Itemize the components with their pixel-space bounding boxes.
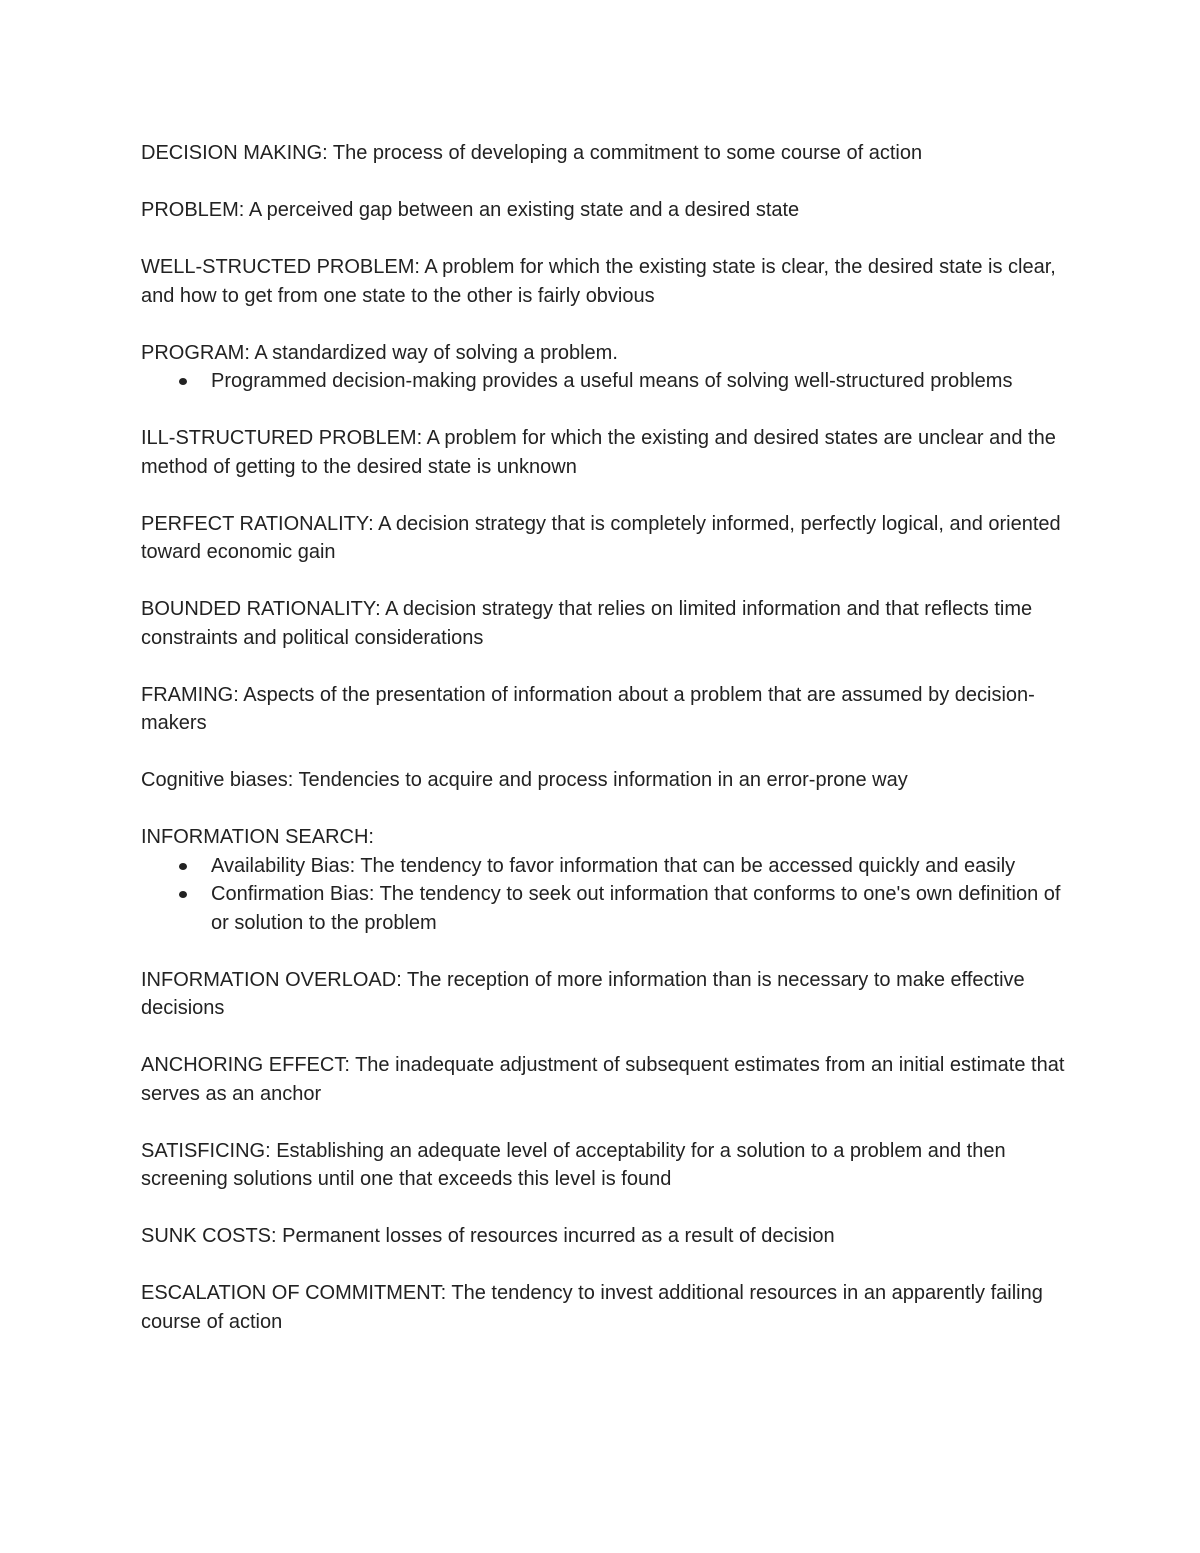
definition-text: INFORMATION OVERLOAD: The reception of more information than is necessary to make effective decisions bbox=[141, 968, 1025, 1019]
definition-text: INFORMATION SEARCH: bbox=[141, 826, 374, 848]
definition-text: SUNK COSTS: Permanent losses of resources incurred as a result of decision bbox=[141, 1225, 835, 1247]
definition-text: BOUNDED RATIONALITY: A decision strategy that relies on limited information and that reflects time constraints and political considerations bbox=[141, 598, 1033, 649]
definition-text: ANCHORING EFFECT: The inadequate adjustment of subsequent estimates from an initial estimate that serves as an anchor bbox=[141, 1054, 1065, 1105]
bullet-item bbox=[141, 880, 1071, 937]
definition-entry bbox=[141, 681, 1071, 738]
bullet-dot-icon bbox=[179, 891, 187, 898]
definition-entry bbox=[141, 196, 1071, 225]
definition-entry bbox=[141, 595, 1071, 652]
definition-entry bbox=[141, 1051, 1071, 1108]
definition-entry bbox=[141, 1222, 1071, 1251]
definition-entry bbox=[141, 766, 1071, 795]
bullet-list bbox=[141, 367, 1071, 396]
bullet-text: Programmed decision-making provides a useful means of solving well-structured problems bbox=[211, 370, 1013, 392]
definition-entry bbox=[141, 424, 1071, 481]
definition-entry bbox=[141, 823, 1071, 937]
definition-text: DECISION MAKING: The process of developing a commitment to some course of action bbox=[141, 142, 923, 164]
bullet-text: Availability Bias: The tendency to favor information that can be accessed quickly and easily bbox=[211, 854, 1016, 877]
definition-text: PROGRAM: A standardized way of solving a problem. bbox=[141, 341, 618, 364]
definition-text: ILL-STRUCTURED PROBLEM: A problem for which the existing and desired states are unclear and the method of getting to the desired state is unknown bbox=[141, 427, 1056, 478]
definition-text: PROBLEM: A perceived gap between an existing state and a desired state bbox=[141, 199, 800, 221]
definition-text: WELL-STRUCTED PROBLEM: A problem for which the existing state is clear, the desired state is clear, and how to get from one state to the other is fairly obvious bbox=[141, 256, 1056, 307]
definition-entry bbox=[141, 1137, 1071, 1194]
bullet-list bbox=[141, 852, 1071, 938]
definition-entry bbox=[141, 339, 1071, 396]
bullet-dot-icon bbox=[179, 378, 187, 385]
definition-entry bbox=[141, 966, 1071, 1023]
bullet-item bbox=[141, 367, 1071, 396]
definition-text: ESCALATION OF COMMITMENT: The tendency to invest additional resources in an apparently failing course of action bbox=[141, 1282, 1043, 1333]
document-page bbox=[141, 139, 1071, 1365]
definition-text: SATISFICING: Establishing an adequate level of acceptability for a solution to a problem and then screening solutions until one that exceeds this level is found bbox=[141, 1139, 1006, 1190]
definition-text: PERFECT RATIONALITY: A decision strategy that is completely informed, perfectly logical, and oriented toward economic gain bbox=[141, 512, 1061, 563]
definition-text: FRAMING: Aspects of the presentation of information about a problem that are assumed by decision-makers bbox=[141, 683, 1035, 734]
definition-entry bbox=[141, 1279, 1071, 1336]
definition-text: Cognitive biases: Tendencies to acquire and process information in an error-prone way bbox=[141, 769, 908, 791]
bullet-item bbox=[141, 852, 1071, 881]
definition-entry bbox=[141, 253, 1071, 310]
bullet-dot-icon bbox=[179, 863, 187, 870]
definition-entry bbox=[141, 139, 1071, 168]
definition-entry bbox=[141, 510, 1071, 567]
bullet-text: Confirmation Bias: The tendency to seek out information that conforms to one's own definition of or solution to the problem bbox=[211, 883, 1061, 934]
